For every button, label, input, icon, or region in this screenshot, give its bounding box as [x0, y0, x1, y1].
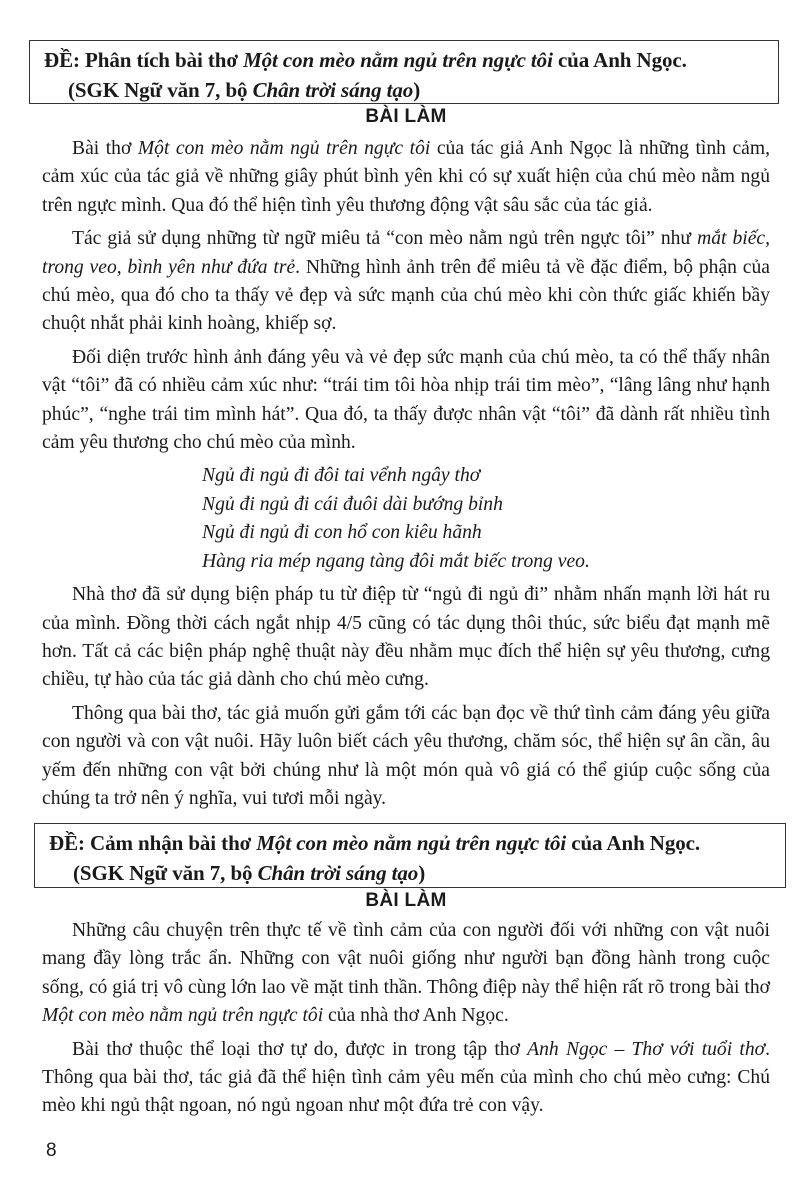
- text: Những câu chuyện trên thực tế về tình cảm của con người đối với những con vật nuôi mang đầy lòng trắc ẩn. Những con vật nuôi giống như người bạn đồng hành trong cuộc sống, có giá trị vô cùng lớn lao về mặt tinh thần. Thông điệp này thể hiện rất rõ trong bài thơ: [42, 920, 770, 998]
- text: của tác giả Anh Ngọc là những tình cảm, cảm xúc của tác giả về những giây phút bình yên khi có sự xuất hiện của chú mèo nằm ngủ trên ngực mình. Qua đó thể hiện tình yêu thương động vật sâu sắc của tác giả.: [42, 138, 770, 216]
- paragraph: [42, 135, 770, 220]
- source-text: (SGK Ngữ văn 7, bộ: [73, 861, 258, 885]
- essay-heading: BÀI LÀM: [365, 890, 447, 911]
- essay-heading: BÀI LÀM: [365, 106, 447, 127]
- text: Bài thơ thuộc thể loại thơ tự do, được in trong tập thơ: [72, 1038, 528, 1060]
- poem-line: Hàng ria mép ngang tàng đôi mắt biếc trong veo.: [202, 550, 590, 572]
- poem-excerpt: [42, 462, 770, 576]
- source-series: Chân trời sáng tạo: [257, 861, 419, 885]
- source-text: (SGK Ngữ văn 7, bộ: [68, 78, 253, 102]
- prompt-box-1: [29, 40, 779, 104]
- text: Tác giả sử dụng những từ ngữ miêu tả “con mèo nằm ngủ trên ngực tôi” như: [72, 228, 698, 250]
- paragraph: Đối diện trước hình ảnh đáng yêu và vẻ đẹp sức mạnh của chú mèo, ta có thể thấy nhân vật “tôi” đã có nhiều cảm xúc như: “trái tim tôi hòa nhịp trái tim mèo”, “lâng lâng như hạnh phúc”, “nghe trái tim mình hát”. Qua đó, ta thấy được nhân vật “tôi” đã dành rất nhiều tình cảm yêu thương cho chú mèo của mình.: [42, 346, 770, 454]
- prompt-source: [49, 858, 785, 888]
- essay-body-2: [42, 917, 770, 1126]
- prompt-label: ĐỀ:: [49, 831, 85, 855]
- poem-line: Ngủ đi ngủ đi đôi tai vểnh ngây thơ: [202, 465, 481, 487]
- prompt-box-2: [34, 823, 786, 888]
- paragraph: Nhà thơ đã sử dụng biện pháp tu từ điệp từ “ngủ đi ngủ đi” nhằm nhấn mạnh lời hát ru của mình. Đồng thời cách ngắt nhịp 4/5 cũng có tác dụng thôi thúc, sức biểu đạt mạnh mẽ hơn. Tất cả các biện pháp nghệ thuật này đều nhằm mục đích thể hiện sự yêu thương, cưng chiều, tự hào của tác giả dành cho chú mèo cưng.: [42, 584, 770, 691]
- text: . Thông qua bài thơ, tác giả đã thể hiện tình cảm yêu mến của mình cho chú mèo cưng: Chú mèo khi ngủ thật ngoan, nó ngủ ngoan như một đứa trẻ con vậy.: [42, 1038, 770, 1117]
- poem-title: Một con mèo nằm ngủ trên ngực tôi: [137, 138, 431, 159]
- source-series: Chân trời sáng tạo: [252, 78, 414, 102]
- prompt-label: ĐỀ:: [44, 48, 80, 72]
- source-close: ): [413, 78, 421, 102]
- source-close: ): [418, 861, 426, 885]
- paragraph: [42, 225, 770, 339]
- quoted-words: mắt biếc, trong veo, bình yên như đứa trẻ: [42, 228, 770, 278]
- page-number: 8: [46, 1140, 57, 1161]
- paragraph: Thông qua bài thơ, tác giả muốn gửi gắm tới các bạn đọc về thứ tình cảm đáng yêu giữa con người và con vật nuôi. Hãy luôn biết cách yêu thương, chăm sóc, thể hiện sự ân cần, âu yếm đến những con vật bởi chúng như là một món quà vô giá có thể giúp cuộc sống của chúng ta trở nên ý nghĩa, vui tươi mỗi ngày.: [42, 702, 770, 809]
- poem-title: Một con mèo nằm ngủ trên ngực tôi: [42, 1005, 324, 1027]
- prompt-text: Cảm nhận bài thơ: [84, 831, 257, 855]
- prompt-author: của Anh Ngọc.: [552, 48, 687, 72]
- prompt-author: của Anh Ngọc.: [566, 831, 701, 855]
- text: Bài thơ: [72, 138, 138, 159]
- poem-line: Ngủ đi ngủ đi con hổ con kiêu hãnh: [202, 522, 482, 544]
- text: . Những hình ảnh trên để miêu tả về đặc điểm, bộ phận của chú mèo, qua đó cho ta thấy vẻ đẹp và sức mạnh của chú mèo khi còn thức giấc khiến bầy chuột nhắt phải kinh hoàng, khiếp sợ.: [42, 256, 770, 335]
- essay-body-1: [42, 135, 770, 818]
- poem-title: Một con mèo nằm ngủ trên ngực tôi: [256, 831, 567, 855]
- text: của nhà thơ Anh Ngọc.: [323, 1005, 509, 1027]
- prompt-text: Phân tích bài thơ: [79, 48, 244, 72]
- paragraph: [42, 917, 770, 1031]
- prompt-source: [44, 75, 778, 105]
- poem-line: Ngủ đi ngủ đi cái đuôi dài bướng bỉnh: [202, 493, 503, 515]
- collection-title: Anh Ngọc – Thơ với tuổi thơ: [527, 1038, 766, 1060]
- paragraph: [42, 1036, 770, 1121]
- poem-title: Một con mèo nằm ngủ trên ngực tôi: [243, 48, 553, 72]
